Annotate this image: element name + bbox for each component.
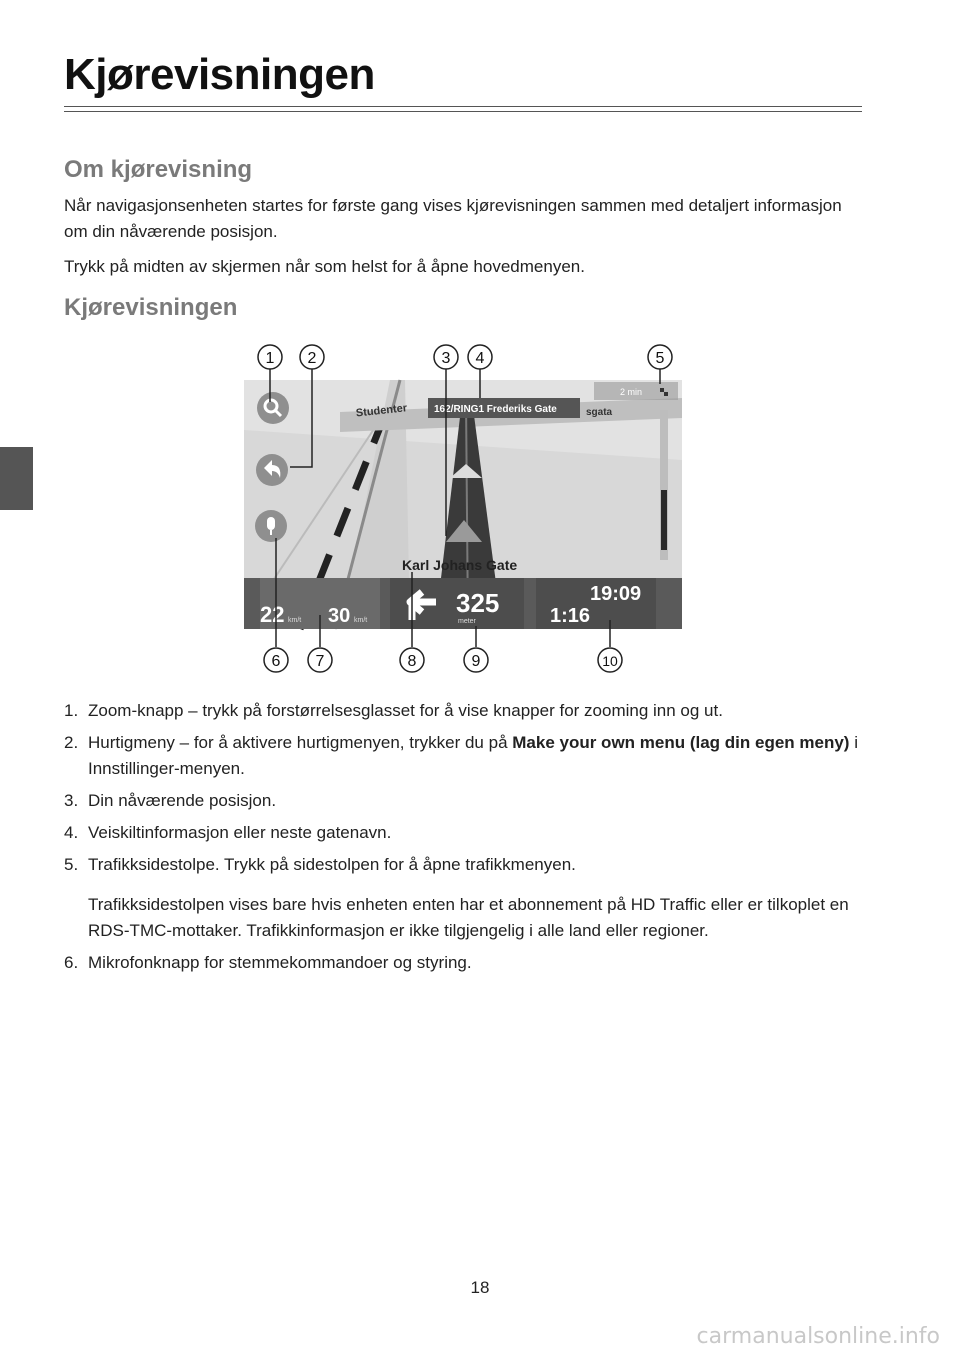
list-item: 6. Mikrofonknapp for stemmekommandoer og styring. — [64, 953, 472, 972]
callout-8 — [400, 648, 424, 672]
driving-view-figure — [240, 340, 690, 680]
callout-4 — [468, 345, 492, 369]
microphone-button[interactable] — [255, 510, 287, 542]
route-sign-label: 162/RING1 Frederiks Gate — [434, 404, 557, 415]
traffic-eta[interactable]: 2 min — [620, 387, 643, 397]
svg-text:8: 8 — [407, 653, 417, 670]
title-rule-bottom — [64, 111, 862, 112]
list-item: 2. Hurtigmeny – for å aktivere hurtigmenyen, trykker du på Make your own menu (lag din egen meny) i Innstillinger-menyen. — [64, 733, 858, 778]
svg-text:6: 6 — [271, 653, 281, 670]
title-rule-top — [64, 106, 862, 107]
page-title: Kjørevisningen — [64, 50, 375, 99]
callout-6 — [264, 648, 288, 672]
speed-limit: 30 — [328, 605, 351, 627]
paragraph-intro: Når navigasjonsenheten startes for første gang vises kjørevisningen sammen med detaljert informasjon om din nåværende posisjon. — [64, 196, 842, 241]
paragraph-tap-center: Trykk på midten av skjermen når som helst for å åpne hovedmenyen. — [64, 257, 585, 276]
callout-2 — [300, 345, 324, 369]
svg-text:1: 1 — [265, 350, 275, 367]
distance-unit: meter — [458, 618, 476, 625]
street-label-left: Studenter — [355, 402, 408, 420]
device-screen — [244, 380, 682, 629]
list-item: 5. Trafikksidestolpe. Trykk på sidestolpen for å åpne trafikkmenyen. Trafikksidestolpen vises bare hvis enheten enten har et abonnement på HD Traffic eller er tilkoplet en RDS-TMC-mottaker. Trafikkinformasjon er ikke tilgjengelig i alle land eller regioner. — [64, 852, 874, 944]
zoom-button[interactable] — [257, 392, 289, 424]
speed-unit: km/t — [288, 617, 302, 624]
list-item: 4. Veiskiltinformasjon eller neste gatenavn. — [64, 823, 392, 842]
current-speed: 22 — [260, 602, 285, 627]
section-heading-kjorevisningen: Kjørevisningen — [64, 294, 238, 321]
speed-limit-unit: km/t — [354, 617, 368, 624]
turn-distance: 325 — [456, 588, 500, 618]
remaining-time: 1:16 — [550, 605, 591, 627]
section-heading-om-kjorevisning: Om kjørevisning — [64, 156, 253, 183]
callout-10 — [598, 648, 622, 672]
svg-text:2: 2 — [307, 350, 317, 367]
callout-7 — [308, 648, 332, 672]
svg-text:3: 3 — [441, 350, 451, 367]
svg-text:10: 10 — [602, 653, 618, 669]
microphone-icon — [267, 517, 275, 530]
callout-9 — [464, 648, 488, 672]
quick-menu-button[interactable] — [256, 454, 288, 486]
current-street: Karl Johans Gate — [402, 557, 518, 573]
callout-3 — [434, 345, 458, 369]
legend-list — [64, 698, 874, 982]
page-number: 18 — [470, 1278, 490, 1297]
watermark: carmanualsonline.info — [696, 1324, 940, 1349]
svg-text:7: 7 — [315, 653, 325, 670]
chapter-tab — [0, 447, 33, 510]
callout-1 — [258, 345, 282, 369]
street-label-right: sgata — [586, 407, 613, 418]
arrival-time: 19:09 — [590, 583, 642, 605]
svg-text:4: 4 — [475, 350, 485, 367]
svg-text:9: 9 — [471, 653, 481, 670]
list-item: 1. Zoom-knapp – trykk på forstørrelsesglasset for å vise knapper for zooming inn og ut. — [64, 701, 723, 720]
list-item-note: Trafikksidestolpen vises bare hvis enheten enten har et abonnement på HD Traffic eller er tilkoplet en RDS-TMC-mottaker. Trafikkinformasjon er ikke tilgjengelig i alle land eller regioner. — [88, 895, 849, 940]
list-item: 3. Din nåværende posisjon. — [64, 791, 277, 810]
svg-text:5: 5 — [655, 350, 665, 367]
callout-5 — [648, 345, 672, 369]
